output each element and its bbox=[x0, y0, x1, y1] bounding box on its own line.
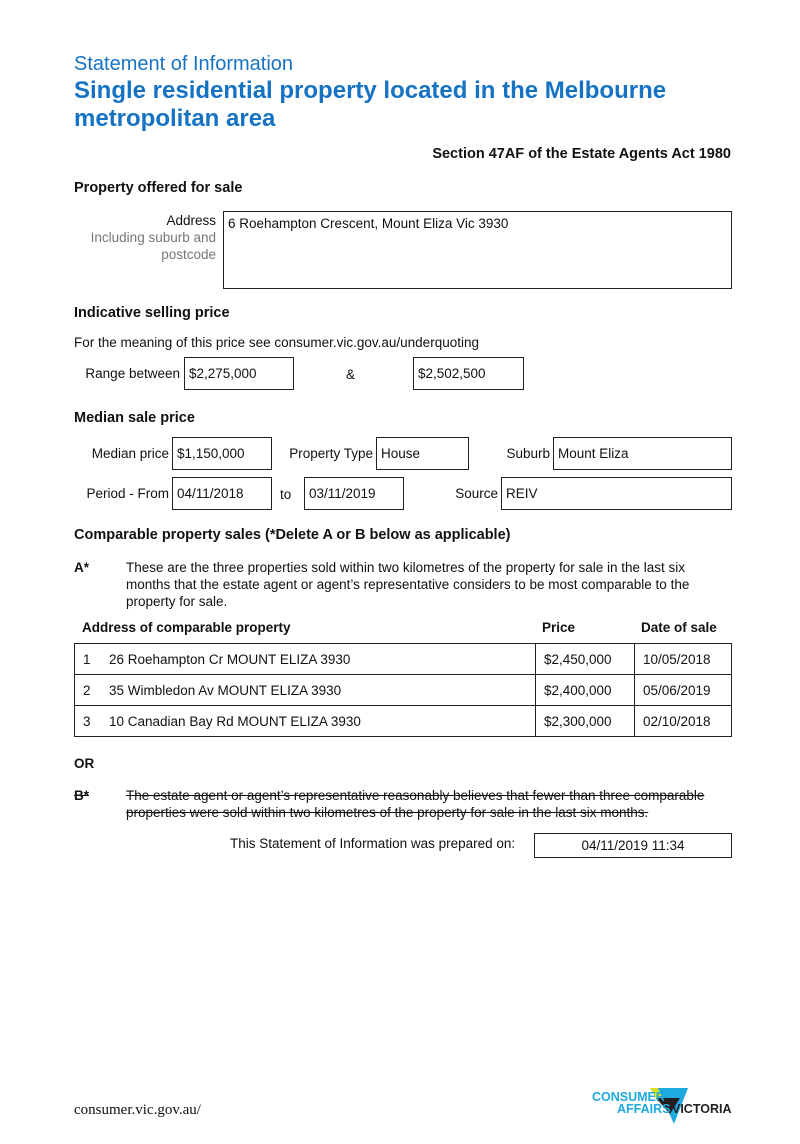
median-heading: Median sale price bbox=[74, 410, 195, 426]
address-field[interactable]: 6 Roehampton Crescent, Mount Eliza Vic 3930 bbox=[223, 211, 732, 289]
table-row bbox=[75, 644, 732, 675]
table-row bbox=[75, 706, 732, 737]
comparable-heading: Comparable property sales (*Delete A or B below as applicable) bbox=[74, 527, 511, 543]
range-and: & bbox=[346, 367, 356, 382]
address-label-group bbox=[74, 212, 216, 263]
source-label: Source bbox=[455, 486, 498, 501]
row-number: 2 bbox=[83, 682, 91, 698]
suburb-field[interactable]: Mount Eliza bbox=[553, 437, 732, 470]
date-cell: 02/10/2018 bbox=[635, 706, 732, 737]
act-reference: Section 47AF of the Estate Agents Act 1980 bbox=[432, 146, 731, 162]
column-header-date: Date of sale bbox=[641, 620, 717, 635]
address-hint-2: postcode bbox=[161, 247, 216, 262]
median-price-label: Median price bbox=[91, 446, 169, 461]
row-address: 10 Canadian Bay Rd MOUNT ELIZA 3930 bbox=[109, 713, 361, 729]
price-cell: $2,450,000 bbox=[536, 644, 635, 675]
source-field[interactable]: REIV bbox=[501, 477, 732, 510]
period-from-field[interactable]: 04/11/2018 bbox=[172, 477, 272, 510]
prepared-on-label: This Statement of Information was prepared on: bbox=[230, 836, 516, 851]
option-b-marker: B* bbox=[74, 788, 90, 803]
consumer-affairs-victoria-logo bbox=[590, 1084, 735, 1133]
column-header-address: Address of comparable property bbox=[82, 620, 291, 635]
address-cell bbox=[75, 675, 536, 706]
indicative-note: For the meaning of this price see consumer.vic.gov.au/underquoting bbox=[74, 335, 479, 350]
date-cell: 10/05/2018 bbox=[635, 644, 732, 675]
document-subtitle: Statement of Information bbox=[74, 53, 294, 75]
price-cell: $2,300,000 bbox=[536, 706, 635, 737]
price-low-field[interactable]: $2,275,000 bbox=[184, 357, 294, 390]
indicative-heading: Indicative selling price bbox=[74, 305, 230, 321]
table-row bbox=[75, 675, 732, 706]
address-label: Address bbox=[166, 213, 216, 228]
option-a-marker: A* bbox=[74, 560, 90, 575]
logo-affairs: AFFAIRS bbox=[617, 1102, 671, 1116]
address-hint: Including suburb and bbox=[90, 230, 216, 245]
address-cell bbox=[75, 644, 536, 675]
option-b-text: The estate agent or agent’s representative reasonably believes that fewer than three comparable properties were sold within two kilometres of the property for sale in the last six months. bbox=[126, 788, 705, 820]
logo-consumer: CONSUMER bbox=[592, 1090, 665, 1104]
column-header-price: Price bbox=[542, 620, 576, 635]
footer-url[interactable]: consumer.vic.gov.au/ bbox=[74, 1102, 201, 1118]
or-separator: OR bbox=[74, 756, 95, 771]
row-address: 35 Wimbledon Av MOUNT ELIZA 3930 bbox=[109, 682, 342, 698]
row-address: 26 Roehampton Cr MOUNT ELIZA 3930 bbox=[109, 651, 351, 667]
median-price-field[interactable]: $1,150,000 bbox=[172, 437, 272, 470]
period-from-label: Period - From bbox=[86, 486, 169, 501]
property-type-label: Property Type bbox=[289, 446, 373, 461]
suburb-label: Suburb bbox=[506, 446, 550, 461]
victoria-triangle-icon bbox=[590, 1084, 735, 1128]
price-high-field[interactable]: $2,502,500 bbox=[413, 357, 524, 390]
address-cell bbox=[75, 706, 536, 737]
comparable-sales-table bbox=[74, 643, 732, 737]
option-a-text: These are the three properties sold within two kilometres of the property for sale in the last six months that the estate agent or agent’s representative considers to be most comparable to the property for sale. bbox=[126, 560, 690, 609]
period-to-field[interactable]: 03/11/2019 bbox=[304, 477, 404, 510]
range-label: Range between bbox=[85, 366, 180, 381]
price-cell: $2,400,000 bbox=[536, 675, 635, 706]
logo-victoria: VICTORIA bbox=[672, 1102, 732, 1116]
period-to-label: to bbox=[280, 487, 292, 502]
property-type-field[interactable]: House bbox=[376, 437, 469, 470]
row-number: 3 bbox=[83, 713, 91, 729]
prepared-on-field[interactable]: 04/11/2019 11:34 bbox=[534, 833, 732, 858]
date-cell: 05/06/2019 bbox=[635, 675, 732, 706]
document-title: Single residential property located in the Melbourne metropolitan area bbox=[74, 77, 667, 132]
property-heading: Property offered for sale bbox=[74, 180, 243, 196]
row-number: 1 bbox=[83, 651, 91, 667]
